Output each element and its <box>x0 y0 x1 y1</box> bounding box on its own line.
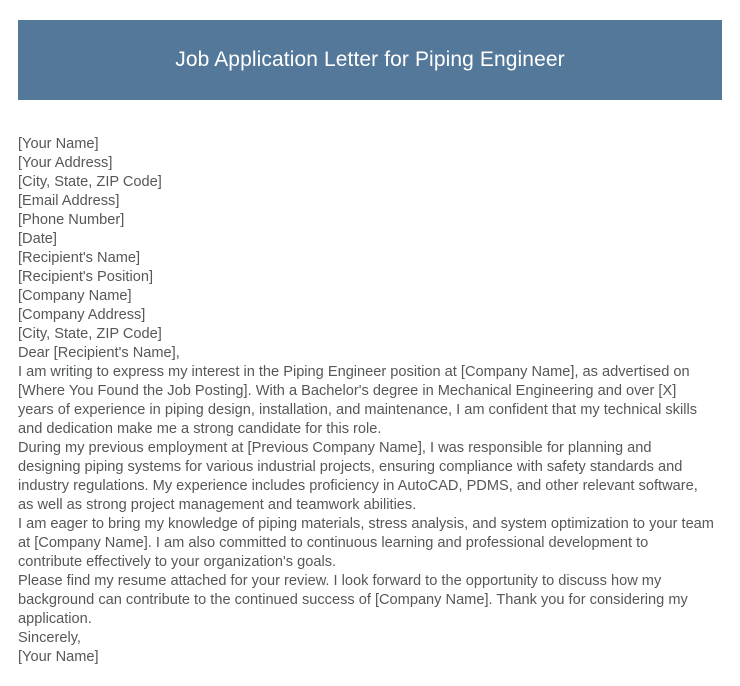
recipient-line-position: [Recipient's Position] <box>18 269 154 285</box>
recipient-line-city: [City, State, ZIP Code] <box>18 326 162 342</box>
closing-line: Sincerely, <box>18 630 81 646</box>
recipient-line-name: [Recipient's Name] <box>18 250 141 266</box>
letter-body <box>18 135 716 667</box>
document-header-banner <box>18 20 722 100</box>
recipient-line-company: [Company Name] <box>18 288 132 304</box>
body-paragraph-3: I am eager to bring my knowledge of piping materials, stress analysis, and system optimization to your team at [Company Name]. I am also committed to continuous learning and professional development to contribute effectively to your organization's goals. <box>18 516 714 570</box>
recipient-line-address: [Company Address] <box>18 307 146 323</box>
sender-line-address: [Your Address] <box>18 155 113 171</box>
body-paragraph-1: I am writing to express my interest in the Piping Engineer position at [Company Name], as advertised on [Where You Found the Job Posting]. With a Bachelor's degree in Mechanical Engineering and over [X] years of experience in piping design, installation, and maintenance, I am confident that my technical skills and dedication make me a strong candidate for this role. <box>18 364 697 437</box>
sender-line-name: [Your Name] <box>18 136 99 152</box>
recipient-address-block <box>18 249 716 344</box>
sender-line-phone: [Phone Number] <box>18 212 125 228</box>
salutation: Dear [Recipient's Name], <box>18 345 180 361</box>
sender-line-city: [City, State, ZIP Code] <box>18 174 162 190</box>
body-paragraph-2: During my previous employment at [Previous Company Name], I was responsible for planning and designing piping systems for various industrial projects, ensuring compliance with safety standards and industry regulations. My experience includes proficiency in AutoCAD, PDMS, and other relevant software, as well as strong project management and teamwork abilities. <box>18 440 698 513</box>
sender-line-date: [Date] <box>18 231 57 247</box>
sender-address-block <box>18 135 716 249</box>
signature-line: [Your Name] <box>18 649 99 665</box>
sender-line-email: [Email Address] <box>18 193 120 209</box>
body-paragraph-4: Please find my resume attached for your review. I look forward to the opportunity to discuss how my background can contribute to the continued success of [Company Name]. Thank you for considering my application. <box>18 573 688 627</box>
page-title: Job Application Letter for Piping Engineer <box>175 48 565 72</box>
